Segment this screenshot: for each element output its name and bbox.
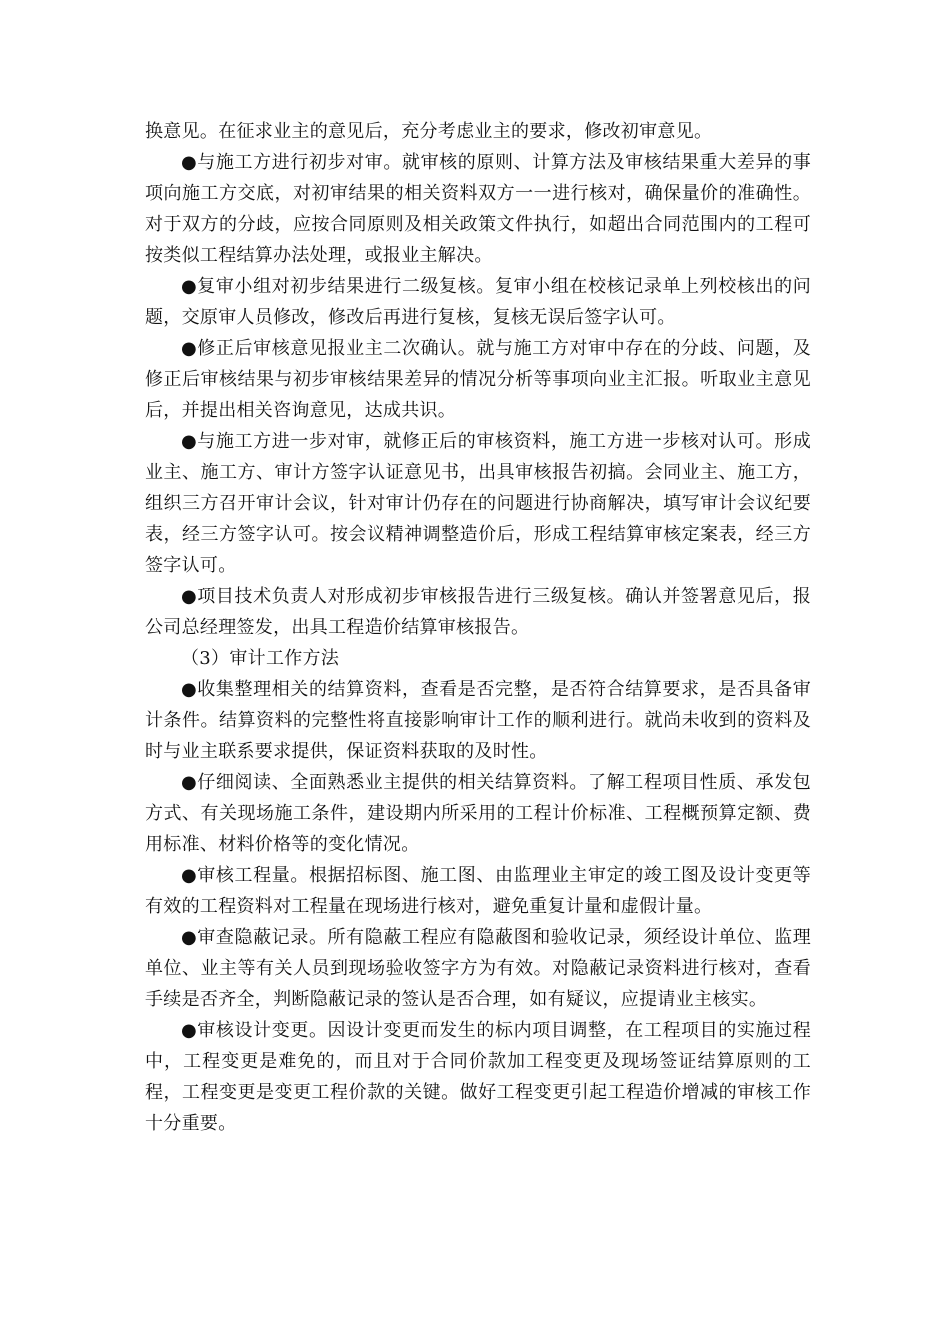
paragraph-third-review: ●项目技术负责人对形成初步审核报告进行三级复核。确认并签署意见后，报公司总经理签发，出具工程造价结算审核报告。 — [145, 586, 811, 638]
section-heading-audit-methods: （3）审计工作方法 — [181, 648, 340, 669]
paragraph-further-check: ●与施工方进一步对审，就修正后的审核资料，施工方进一步核对认可。形成业主、施工方、审计方签字认证意见书，出具审核报告初搞。会同业主、施工方，组织三方召开审计会议，针对审计仍存在的问题进行协商解决，填写审计会议纪要表，经三方签字认可。按会议精神调整造价后，形成工程结算审核定案表，经三方签字认可。 — [145, 431, 811, 576]
paragraph-preliminary-check: ●与施工方进行初步对审。就审核的原则、计算方法及审核结果重大差异的事项向施工方交底，对初审结果的相关资料双方一一进行核对，确保量价的准确性。对于双方的分歧，应按合同原则及相关政策文件执行，如超出合同范围内的工程可按类似工程结算办法处理，或报业主解决。 — [145, 152, 811, 266]
document-body — [145, 116, 811, 1139]
paragraph-review-quantities: ●审核工程量。根据招标图、施工图、由监理业主审定的竣工图及设计变更等有效的工程资料对工程量在现场进行核对，避免重复计量和虚假计量。 — [145, 865, 811, 917]
paragraph-hidden-records: ●审查隐蔽记录。所有隐蔽工程应有隐蔽图和验收记录，须经设计单位、监理单位、业主等有关人员到现场验收签字方为有效。对隐蔽记录资料进行核对，查看手续是否齐全，判断隐蔽记录的签认是否合理，如有疑议，应提请业主核实。 — [145, 927, 811, 1010]
paragraph-continuation: 换意见。在征求业主的意见后，充分考虑业主的要求，修改初审意见。 — [145, 121, 713, 142]
paragraph-read-materials: ●仔细阅读、全面熟悉业主提供的相关结算资料。了解工程项目性质、承发包方式、有关现场施工条件，建设期内所采用的工程计价标准、工程概预算定额、费用标准、材料价格等的变化情况。 — [145, 772, 811, 855]
paragraph-collect-materials: ●收集整理相关的结算资料，查看是否完整，是否符合结算要求，是否具备审计条件。结算资料的完整性将直接影响审计工作的顺利进行。就尚未收到的资料及时与业主联系要求提供，保证资料获取的及时性。 — [145, 679, 811, 762]
paragraph-design-changes: ●审核设计变更。因设计变更而发生的标内项目调整，在工程项目的实施过程中，工程变更是难免的，而且对于合同价款加工程变更及现场签证结算原则的工程，工程变更是变更工程价款的关键。做好工程变更引起工程造价增减的审核工作十分重要。 — [145, 1020, 811, 1134]
paragraph-second-review: ●复审小组对初步结果进行二级复核。复审小组在校核记录单上列校核出的问题，交原审人员修改，修改后再进行复核，复核无误后签字认可。 — [145, 276, 811, 328]
paragraph-owner-confirmation: ●修正后审核意见报业主二次确认。就与施工方对审中存在的分歧、问题，及修正后审核结果与初步审核结果差异的情况分析等事项向业主汇报。听取业主意见后，并提出相关咨询意见，达成共识。 — [145, 338, 811, 421]
